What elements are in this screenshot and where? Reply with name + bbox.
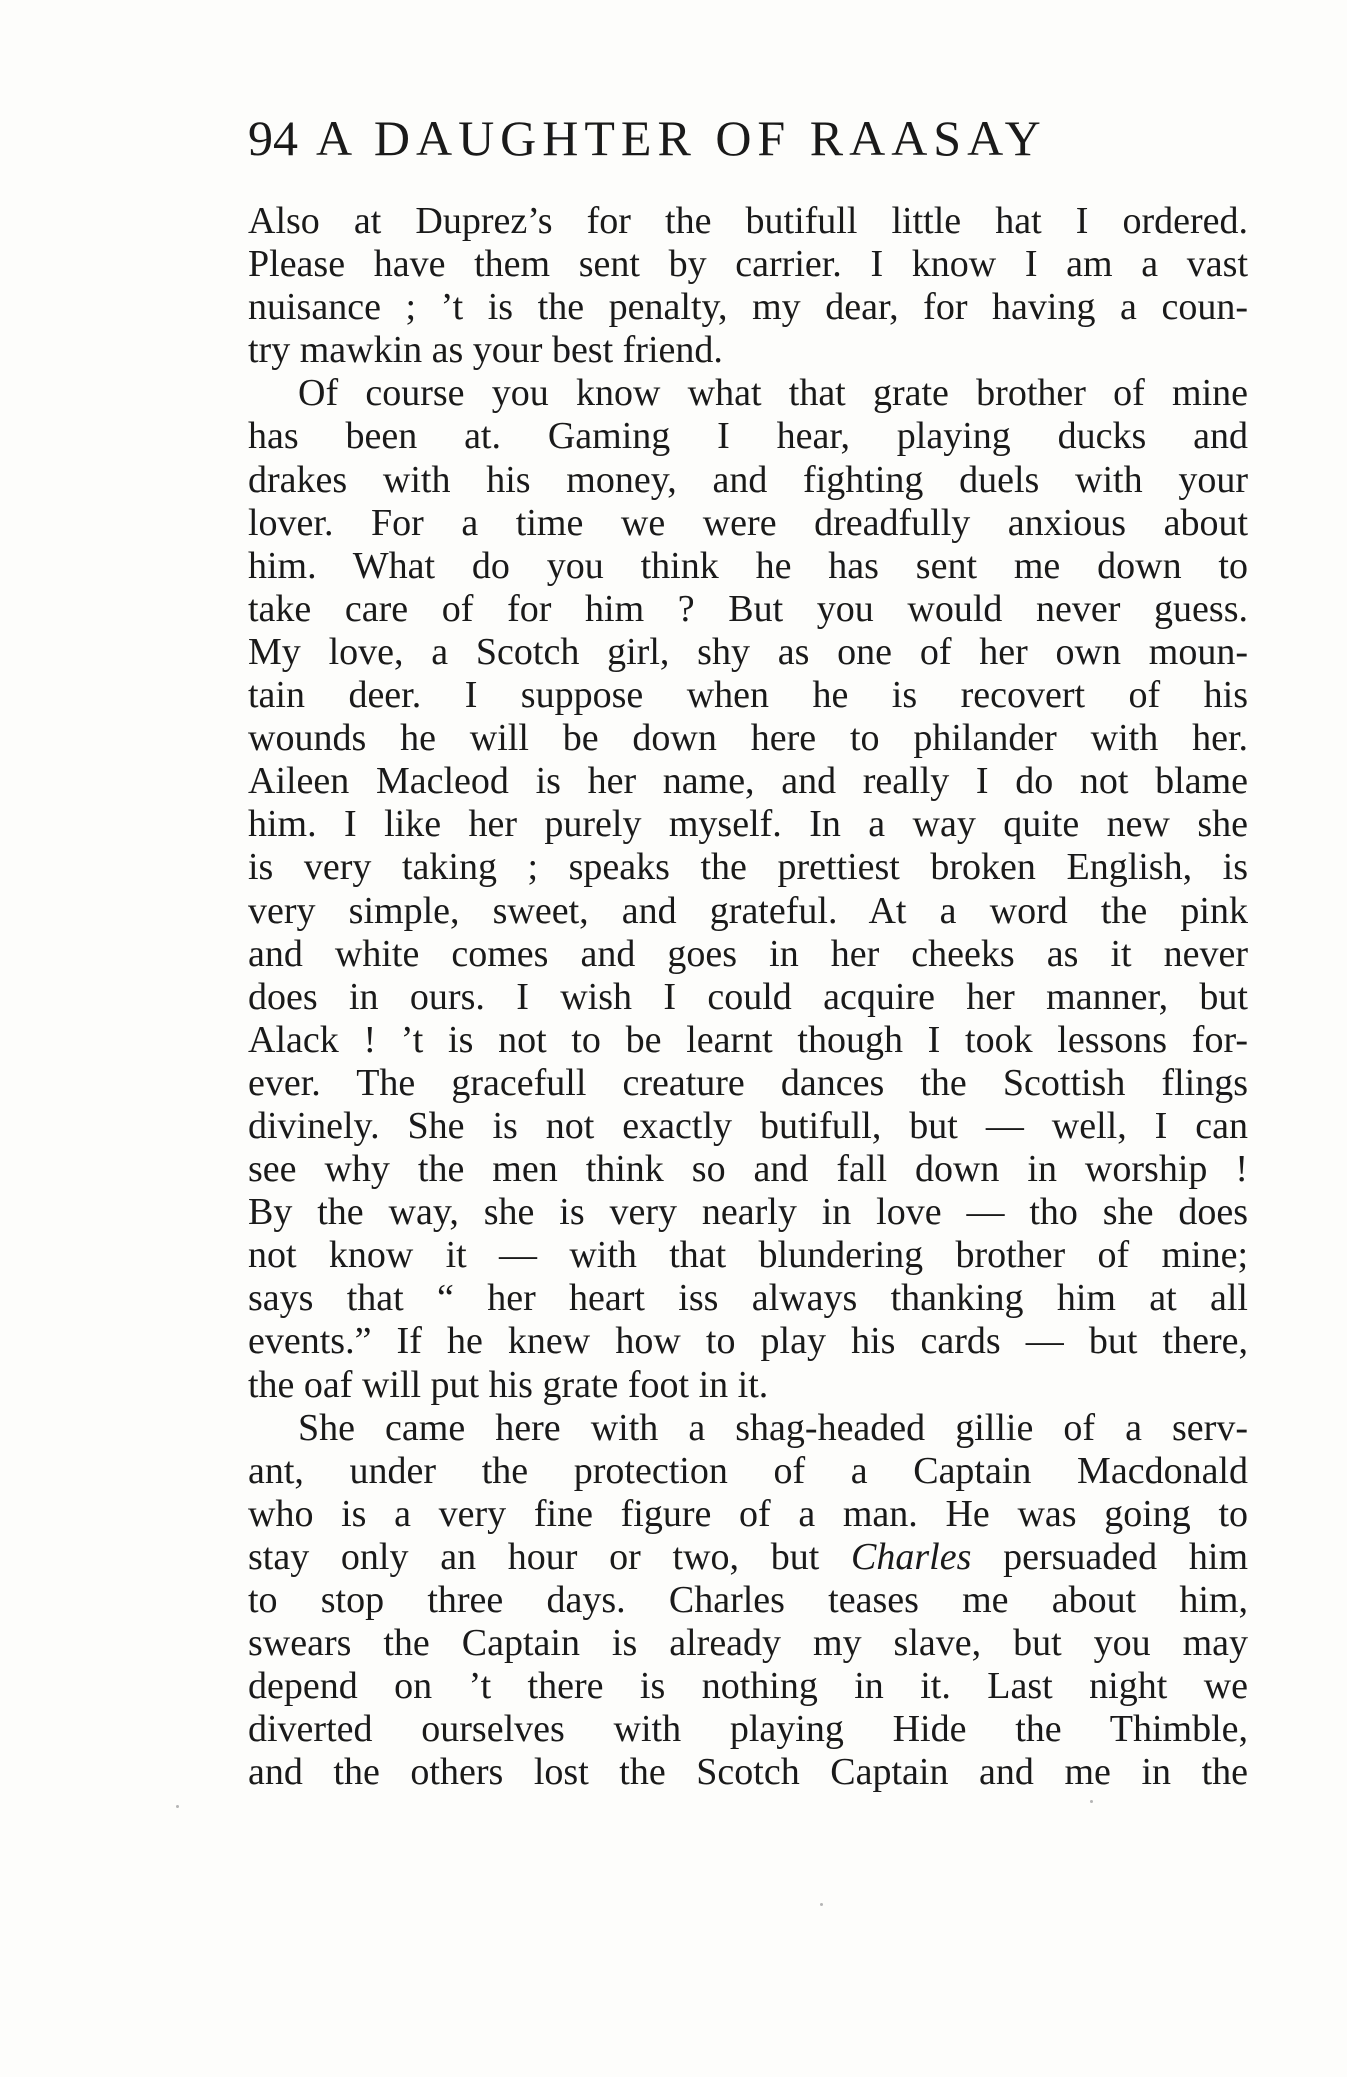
text-line: Alack ! ’t is not to be learnt though I took lessons for-	[248, 1018, 1248, 1061]
text-line: Please have them sent by carrier. I know I am a vast	[248, 243, 1248, 286]
text-line: to stop three days. Charles teases me about him,	[248, 1579, 1248, 1621]
text-line: Aileen Macleod is her name, and really I do not blame	[248, 760, 1248, 803]
text-line: depend on ’t there is nothing in it. Last night we	[248, 1665, 1248, 1708]
text-line: very simple, sweet, and grateful. At a word the pink	[248, 889, 1248, 932]
running-header	[248, 108, 1248, 168]
text-line: says that “ her heart iss always thanking him at all	[248, 1277, 1248, 1320]
text-line: who is a very fine figure of a man. He was going to	[248, 1492, 1248, 1535]
text-line: not know it — with that blundering brother of mine;	[248, 1234, 1248, 1277]
text-line: ever. The gracefull creature dances the Scottish flings	[248, 1061, 1248, 1104]
italic-word: Charles	[851, 1535, 972, 1578]
text-line: nuisance ; ’t is the penalty, my dear, for having a coun-	[248, 286, 1248, 329]
text-line: tain deer. I suppose when he is recovert of his	[248, 674, 1248, 717]
text-line: and white comes and goes in her cheeks as it never	[248, 932, 1248, 975]
text-line: Of course you know what that grate brother of mine	[298, 372, 1248, 415]
text-line: the oaf will put his grate foot in it.	[248, 1363, 769, 1406]
running-title: A DAUGHTER OF RAASAY	[316, 110, 1047, 166]
text-line: lover. For a time we were dreadfully anxious about	[248, 501, 1248, 544]
text-line: take care of for him ? But you would never guess.	[248, 587, 1248, 630]
text-line: ant, under the protection of a Captain Macdonald	[248, 1449, 1248, 1492]
text-line: swears the Captain is already my slave, but you may	[248, 1622, 1248, 1665]
text-line: him. I like her purely myself. In a way quite new she	[248, 803, 1248, 846]
text-line: diverted ourselves with playing Hide the Thimble,	[248, 1708, 1248, 1751]
text-line: events.” If he knew how to play his cards — but there,	[248, 1320, 1248, 1363]
paper-speck	[176, 1805, 179, 1808]
text-line: try mawkin as your best friend.	[248, 329, 723, 372]
text-line: By the way, she is very nearly in love — tho she does	[248, 1191, 1248, 1234]
body-text	[248, 200, 1248, 1794]
text-line: has been at. Gaming I hear, playing ducks and	[248, 415, 1248, 458]
text-line: She came here with a shag-headed gillie of a serv-	[298, 1406, 1248, 1449]
text-line: My love, a Scotch girl, shy as one of her own moun-	[248, 630, 1248, 673]
text-line: drakes with his money, and fighting duels with your	[248, 458, 1248, 501]
text-line: Also at Duprez’s for the butifull little hat I ordered.	[248, 200, 1248, 242]
text-line: divinely. She is not exactly butifull, but — well, I can	[248, 1104, 1248, 1147]
paper-speck	[820, 1903, 823, 1906]
text-line: wounds he will be down here to philander with her.	[248, 717, 1248, 760]
paper-speck	[1090, 1800, 1093, 1803]
text-line: and the others lost the Scotch Captain and me in the	[248, 1751, 1248, 1794]
text-line: stay only an hour or two, but Charles persuaded him	[248, 1535, 1248, 1578]
text-line: is very taking ; speaks the prettiest broken English, is	[248, 846, 1248, 889]
text-line: him. What do you think he has sent me down to	[248, 544, 1248, 587]
page-number: 94	[248, 110, 298, 166]
text-line: see why the men think so and fall down in worship !	[248, 1148, 1248, 1191]
text-line: does in ours. I wish I could acquire her manner, but	[248, 975, 1248, 1018]
